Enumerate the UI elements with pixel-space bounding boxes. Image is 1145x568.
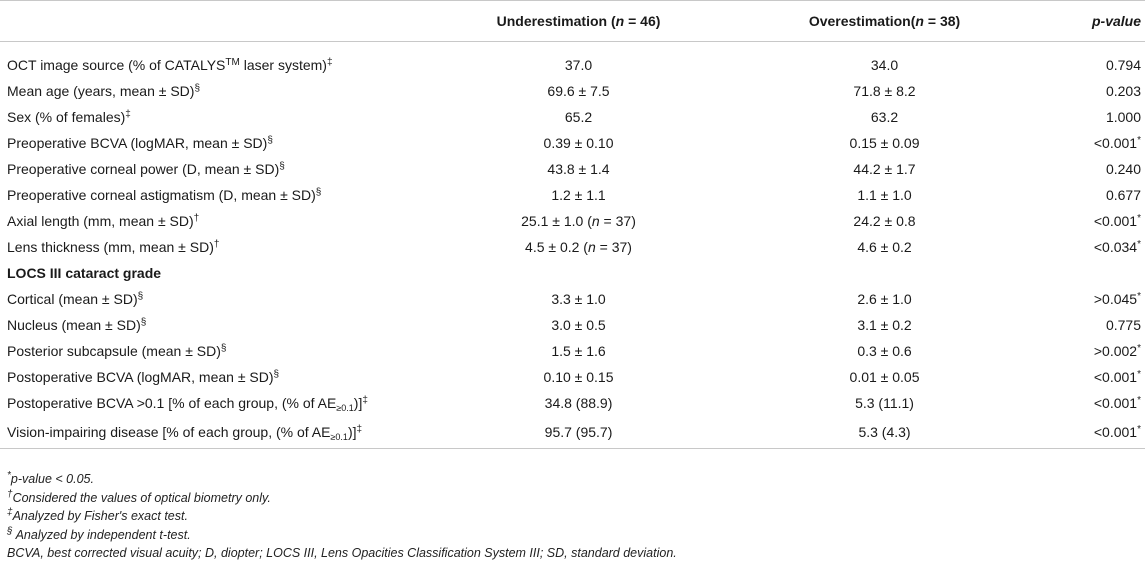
row-label-superscript: TM	[225, 56, 240, 68]
p-value: <0.001	[1093, 423, 1138, 440]
footnote-mark: ‡	[362, 394, 368, 406]
section-heading: LOCS III cataract grade	[7, 264, 162, 281]
header-row	[0, 1, 1145, 42]
significance-mark: *	[1137, 368, 1141, 380]
row-label-cell	[0, 312, 425, 338]
footnote-mark: §	[279, 160, 285, 172]
overestimation-value: 5.3 (4.3)	[732, 416, 1038, 449]
header-overestimation-label: Overestimation	[808, 12, 911, 29]
overestimation-value: 0.3 ± 0.6	[857, 342, 912, 359]
row-label: Nucleus (mean ± SD)	[7, 316, 141, 333]
row-label: OCT image source (% of CATALYS	[7, 56, 226, 73]
underestimation-cell	[425, 390, 731, 416]
row-label: Posterior subcapsule (mean ± SD)	[7, 342, 221, 359]
row-label-cell	[0, 390, 425, 416]
row-label-cell	[0, 338, 425, 364]
footnote-mark: §	[273, 368, 280, 380]
p-value-cell	[1037, 78, 1145, 104]
row-label-cell	[0, 208, 425, 234]
underestimation-cell	[425, 286, 731, 312]
underestimation-value: 34.8 (88.9)	[544, 394, 613, 411]
p-value-cell	[1037, 312, 1145, 338]
overestimation-value: 0.01 ± 0.05	[849, 368, 920, 385]
footnote-text: BCVA, best corrected visual acuity; D, diopter; LOCS III, Lens Opacities Classification System III; SD, standard deviation.	[7, 546, 677, 560]
overestimation-value: 34.0	[870, 56, 899, 73]
underestimation-value: 1.5 ± 1.6	[551, 342, 606, 359]
table-row	[0, 286, 1145, 312]
table-row	[0, 338, 1145, 364]
overestimation-value: 44.2 ± 1.7	[853, 160, 916, 177]
table-row	[0, 182, 1145, 208]
footnote-text: Analyzed by Fisher's exact test.	[12, 509, 188, 523]
significance-mark: *	[1137, 394, 1141, 406]
row-label-rest: )]	[353, 394, 363, 411]
row-label-cell	[0, 364, 425, 390]
header-underestimation-label: Underestimation	[496, 12, 608, 29]
significance-mark: *	[1137, 212, 1141, 224]
overestimation-value: 63.2	[870, 108, 899, 125]
footnote-mark: §	[220, 342, 227, 354]
significance-mark: *	[1137, 134, 1141, 146]
footnote-mark: §	[267, 134, 273, 146]
table-row	[0, 390, 1145, 416]
p-value-cell	[1037, 156, 1145, 182]
overestimation-value: 5.3 (11.1)	[855, 394, 914, 411]
row-label-rest: )]	[347, 423, 357, 440]
section-row	[0, 260, 1145, 286]
underestimation-cell	[425, 234, 731, 260]
footnote	[7, 544, 677, 563]
underestimation-cell	[425, 182, 731, 208]
p-value-cell	[1037, 390, 1145, 416]
row-label: Lens thickness (mm, mean ± SD)	[7, 238, 214, 255]
p-value: 0.794	[1105, 56, 1141, 73]
overestimation-value: 0.15 ± 0.09	[849, 134, 920, 151]
row-label: Vision-impairing disease [% of each group, (% of AE	[7, 423, 331, 440]
p-value-cell	[1037, 338, 1145, 364]
row-label: Mean age (years, mean ± SD)	[7, 82, 195, 99]
table-row	[0, 312, 1145, 338]
p-value-cell	[1037, 286, 1145, 312]
table-footnotes	[7, 470, 677, 563]
footnote	[7, 489, 677, 508]
p-value: >0.045	[1093, 290, 1138, 307]
underestimation-cell	[425, 208, 731, 234]
header-overestimation-n-label: n	[915, 12, 924, 29]
footnote-text: Considered the values of optical biometry only.	[12, 490, 271, 505]
footnote	[7, 470, 677, 489]
underestimation-cell	[425, 416, 731, 449]
underestimation-value: 69.6 ± 7.5	[547, 82, 610, 99]
row-label-cell	[0, 42, 425, 79]
row-label: Preoperative corneal power (D, mean ± SD)	[7, 160, 280, 177]
underestimation-value: 1.2 ± 1.1	[551, 186, 606, 203]
footnote-mark: †	[213, 238, 220, 250]
underestimation-cell	[425, 78, 731, 104]
p-value-cell	[1037, 416, 1145, 449]
table-row	[0, 42, 1145, 79]
underestimation-value: 0.39 ± 0.10	[543, 134, 614, 151]
table-row	[0, 364, 1145, 390]
underestimation-cell	[425, 156, 731, 182]
row-label: Preoperative BCVA (logMAR, mean ± SD)	[7, 134, 268, 151]
p-value: <0.034	[1093, 238, 1138, 255]
footnote-symbol: §	[7, 525, 13, 537]
p-value-cell	[1037, 234, 1145, 260]
table-row	[0, 416, 1145, 449]
table-body	[0, 42, 1145, 449]
row-label: Postoperative BCVA >0.1 [% of each group, (% of AE	[7, 394, 337, 411]
footnote-mark: §	[137, 290, 144, 302]
p-value-cell	[1037, 104, 1145, 130]
footnote	[7, 526, 677, 545]
underestimation-cell	[425, 42, 731, 79]
underestimation-n-rest: = 37)	[599, 212, 636, 229]
footnote-mark: §	[315, 186, 322, 198]
p-value: <0.001	[1093, 212, 1138, 229]
p-value: 0.203	[1105, 82, 1141, 99]
p-value: 1.000	[1105, 108, 1141, 125]
row-label-subscript: ≥0.1	[336, 402, 354, 413]
table-row	[0, 208, 1145, 234]
footnote-mark: §	[194, 82, 200, 94]
footnote-mark: ‡	[326, 56, 333, 68]
row-label: Cortical (mean ± SD)	[7, 290, 138, 307]
footnote	[7, 507, 677, 526]
row-label-cell	[0, 104, 425, 130]
overestimation-value: 4.6 ± 0.2	[857, 238, 912, 255]
row-label-rest: laser system)	[239, 56, 327, 73]
overestimation-value: 2.6 ± 1.0	[857, 290, 912, 307]
footnote-symbol: ‡	[7, 507, 13, 518]
p-value-cell	[1037, 130, 1145, 156]
underestimation-n-rest: = 37)	[595, 238, 632, 255]
header-p-value	[1037, 1, 1145, 42]
table-row	[0, 234, 1145, 260]
p-value: <0.001	[1093, 394, 1138, 411]
overestimation-value: 1.1 ± 1.0	[857, 186, 912, 203]
underestimation-value: 37.0	[564, 56, 593, 73]
footnote-symbol: *	[7, 470, 11, 481]
p-value: >0.002	[1093, 342, 1138, 359]
p-value: <0.001	[1093, 134, 1138, 151]
significance-mark: *	[1137, 290, 1141, 302]
row-label-cell	[0, 416, 425, 449]
footnote-text: p-value < 0.05.	[10, 472, 94, 486]
row-label-cell	[0, 182, 425, 208]
underestimation-n-label: n	[587, 238, 596, 255]
underestimation-cell	[425, 104, 731, 130]
header-overestimation: Overestimation(n = 38)	[732, 1, 1038, 42]
underestimation-cell	[425, 130, 731, 156]
table-row	[0, 130, 1145, 156]
underestimation-value: 95.7 (95.7)	[544, 423, 613, 440]
p-value: <0.001	[1093, 368, 1138, 385]
row-label-cell	[0, 78, 425, 104]
footnote-mark: ‡	[125, 108, 131, 120]
underestimation-n-label: n	[591, 212, 600, 229]
underestimation-value: 0.10 ± 0.15	[543, 368, 614, 385]
row-label: Preoperative corneal astigmatism (D, mean ± SD)	[7, 186, 316, 203]
row-label: Sex (% of females)	[7, 108, 126, 125]
p-value: 0.677	[1105, 186, 1141, 203]
header-blank	[0, 1, 425, 42]
footnote-symbol: †	[7, 488, 13, 500]
header-overestimation-n: 38	[939, 12, 956, 29]
row-label-cell	[0, 130, 425, 156]
footnote-mark: §	[140, 316, 147, 328]
significance-mark: *	[1137, 423, 1141, 435]
p-value: 0.240	[1105, 160, 1141, 177]
overestimation-value: 71.8 ± 8.2	[853, 82, 916, 99]
header-underestimation-n: 46	[640, 12, 656, 29]
table-row	[0, 78, 1145, 104]
header-p-value-label: p-value	[1091, 12, 1141, 29]
header-underestimation-n-label: n	[615, 12, 625, 29]
row-label: Axial length (mm, mean ± SD)	[7, 212, 194, 229]
row-label-subscript: ≥0.1	[330, 431, 348, 442]
footnote-text: Analyzed by independent t-test.	[12, 527, 191, 542]
significance-mark: *	[1137, 238, 1141, 250]
p-value-cell	[1037, 42, 1145, 79]
underestimation-value: 3.0 ± 0.5	[551, 316, 606, 333]
p-value: 0.775	[1105, 316, 1141, 333]
p-value-cell	[1037, 182, 1145, 208]
row-label: Postoperative BCVA (logMAR, mean ± SD)	[7, 368, 274, 385]
row-label-cell	[0, 286, 425, 312]
significance-mark: *	[1137, 342, 1141, 354]
table-row	[0, 156, 1145, 182]
footnote-mark: †	[193, 212, 200, 224]
underestimation-value: 65.2	[564, 108, 593, 125]
underestimation-cell	[425, 338, 731, 364]
underestimation-cell	[425, 364, 731, 390]
table-header	[0, 1, 1145, 42]
underestimation-cell	[425, 312, 731, 338]
table-row	[0, 104, 1145, 130]
header-underestimation: Underestimation (n = 46)	[425, 1, 731, 42]
underestimation-value: 43.8 ± 1.4	[547, 160, 610, 177]
footnote-mark: ‡	[356, 423, 363, 435]
p-value-cell	[1037, 208, 1145, 234]
underestimation-value: 4.5 ± 0.2 (	[525, 238, 588, 255]
row-label-cell	[0, 156, 425, 182]
p-value-cell	[1037, 364, 1145, 390]
row-label-cell	[0, 234, 425, 260]
overestimation-value: 3.1 ± 0.2	[857, 316, 912, 333]
overestimation-value: 24.2 ± 0.8	[853, 212, 916, 229]
underestimation-value: 3.3 ± 1.0	[551, 290, 606, 307]
underestimation-value: 25.1 ± 1.0 (	[521, 212, 592, 229]
